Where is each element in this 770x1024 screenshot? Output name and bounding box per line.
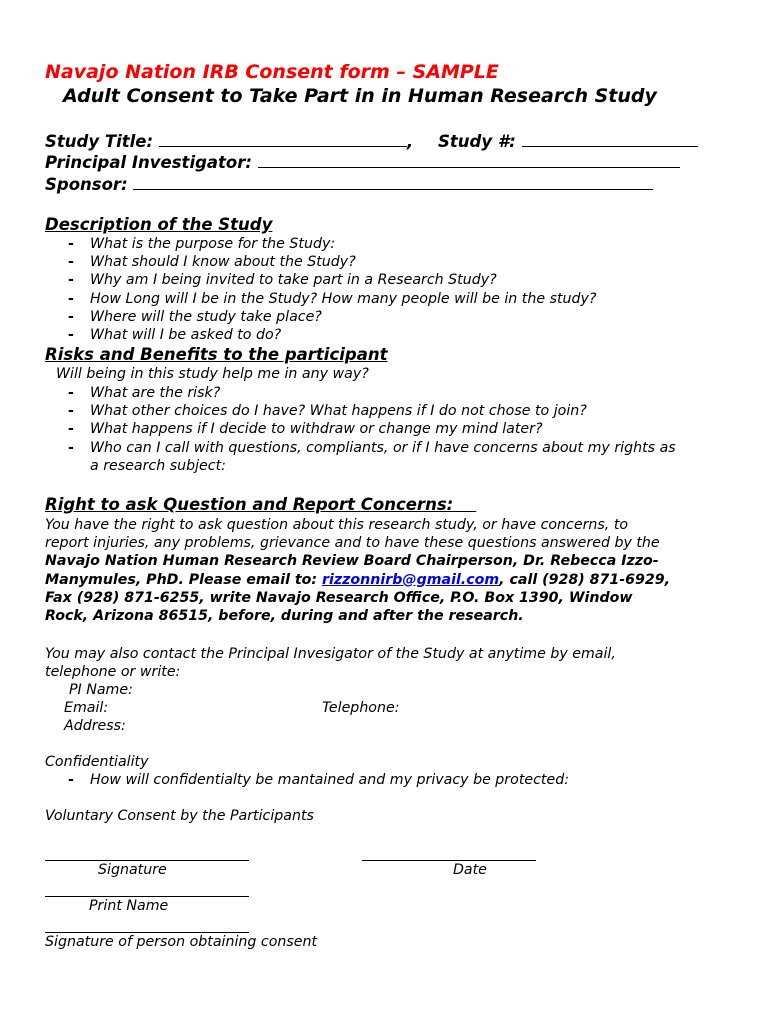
dash-icon: - (68, 236, 74, 252)
rights-line: Manymules, PhD. Please email to: rizzonnirb@gmail.com, call (928) 871-6929, (45, 571, 671, 588)
list-item: - What should I know about the Study? (68, 254, 356, 271)
list-item: - How will confidentialty be mantained and my privacy be protected: (68, 772, 569, 788)
list-item-continued: a research subject: (90, 457, 226, 474)
study-number-label: Study #: (438, 132, 516, 151)
rights-paragraph (45, 516, 735, 625)
voluntary-consent-heading: Voluntary Consent by the Participants (45, 808, 314, 824)
rights-line: Navajo Nation Human Research Review Board Chairperson, Dr. Rebecca Izzo- (45, 553, 659, 570)
sponsor-blank[interactable] (133, 174, 653, 190)
list-item: - Who can I call with questions, compliants, or if I have concerns about my rights as (68, 439, 676, 456)
dash-icon: - (68, 421, 74, 438)
contact-line: You may also contact the Principal Invesigator of the Study at anytime by email, (45, 646, 616, 662)
list-item: - What is the purpose for the Study: (68, 236, 336, 252)
dash-icon: - (68, 290, 74, 307)
rights-line: Rock, Arizona 86515, before, during and after the research. (45, 608, 524, 625)
list-item: - How Long will I be in the Study? How many people will be in the study? (68, 290, 597, 307)
rights-line: Fax (928) 871-6255, write Navajo Research Office, P.O. Box 1390, Window (45, 589, 633, 606)
study-number-field (438, 131, 698, 151)
confidentiality-heading: Confidentiality (45, 754, 149, 770)
description-heading: Description of the Study (45, 215, 273, 234)
pi-blank[interactable] (258, 152, 680, 168)
list-item: - Where will the study take place? (68, 308, 322, 325)
dash-icon: - (68, 327, 74, 344)
pi-name-label: PI Name: (69, 682, 133, 698)
dash-icon: - (68, 254, 74, 271)
dash-icon: - (68, 272, 74, 289)
risks-intro: Will being in this study help me in any way? (56, 366, 369, 382)
principal-investigator-field (45, 152, 680, 172)
form-subtitle: Adult Consent to Take Part in in Human Research Study (63, 85, 657, 107)
list-item: - What other choices do I have? What happens if I do not chose to join? (68, 403, 587, 420)
date-line[interactable] (362, 860, 536, 861)
study-title-field (45, 131, 413, 151)
form-title: Navajo Nation IRB Consent form – SAMPLE (45, 61, 499, 83)
dash-icon: - (68, 403, 74, 420)
date-label: Date (453, 862, 487, 878)
sponsor-field (45, 174, 653, 194)
address-label: Address: (64, 718, 126, 734)
risks-heading: Risks and Benefits to the participant (45, 345, 388, 364)
study-title-label: Study Title: (45, 132, 154, 151)
rights-line: You have the right to ask question about this research study, or have concerns, to (45, 517, 629, 533)
dash-icon: - (68, 385, 74, 401)
risks-list (68, 384, 676, 475)
rights-line: report injuries, any problems, grievance and to have these questions answered by the (45, 535, 660, 552)
obtaining-consent-label: Signature of person obtaining consent (45, 934, 318, 950)
confidentiality-list (68, 771, 569, 789)
signature-line[interactable] (45, 860, 249, 861)
dash-icon: - (68, 772, 74, 788)
obtaining-consent-line[interactable] (45, 932, 249, 933)
description-list (68, 235, 596, 344)
rights-heading: Right to ask Question and Report Concerns: (45, 495, 454, 514)
print-name-label: Print Name (89, 898, 169, 914)
pi-label: Principal Investigator: (45, 153, 253, 172)
sponsor-label: Sponsor: (45, 175, 128, 194)
list-item: - What happens if I decide to withdraw or change my mind later? (68, 421, 543, 438)
signature-label: Signature (98, 862, 167, 878)
list-item: - What are the risk? (68, 385, 221, 401)
list-item: - Why am I being invited to take part in a Research Study? (68, 272, 497, 289)
dash-icon: - (68, 439, 74, 456)
contact-line: telephone or write: (45, 664, 181, 681)
telephone-label: Telephone: (322, 700, 400, 716)
comma: , (406, 132, 414, 151)
email-link[interactable]: rizzonnirb@gmail.com (322, 571, 500, 588)
email-label: Email: (64, 700, 109, 716)
study-title-blank[interactable] (159, 131, 407, 147)
print-name-line[interactable] (45, 896, 249, 897)
study-number-blank[interactable] (522, 131, 698, 147)
list-item: - What will I be asked to do? (68, 327, 282, 344)
contact-paragraph (45, 645, 735, 681)
dash-icon: - (68, 308, 74, 325)
